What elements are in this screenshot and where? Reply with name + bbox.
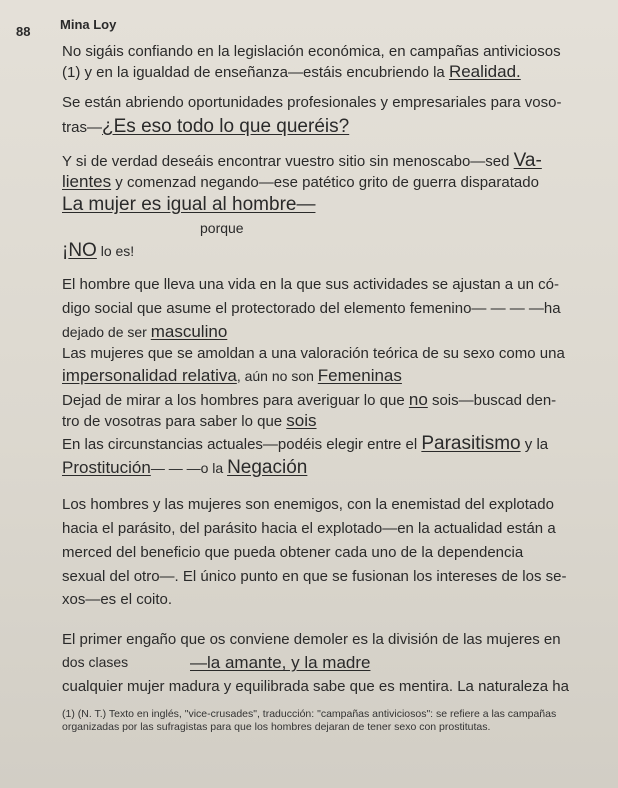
text-line: sexual del otro—. El único punto en que se fusionan los intereses de los se- — [62, 568, 567, 585]
emphasis: Prostitución — [62, 458, 151, 477]
text-line: Y si de verdad deseáis encontrar vuestro sitio sin menoscabo—sed Va- — [62, 150, 542, 171]
running-header-author: Mina Loy — [60, 17, 117, 32]
emphasis: lientes — [62, 172, 112, 191]
text-line: tro de vosotras para saber lo que sois — [62, 411, 317, 430]
text-line: Se están abriendo oportunidades profesionales y empresariales para voso- — [62, 94, 562, 111]
text-line: tras—¿Es eso todo lo que queréis? — [62, 116, 350, 137]
text-line: Dejad de mirar a los hombres para averiguar lo que no sois—buscad den- — [62, 390, 557, 409]
text-line: Prostitución— — —o la Negación — [62, 457, 308, 478]
text-line: merced del beneficio que pueda obtener cada uno de la dependencia — [62, 544, 524, 561]
text-line: El primer engaño que os conviene demoler es la división de las mujeres en — [62, 631, 561, 648]
text-line: impersonalidad relativa, aún no son Femeninas — [62, 366, 402, 385]
page-number: 88 — [16, 24, 31, 39]
emphasis: Va- — [513, 150, 542, 171]
footnote-line: organizadas por las sufragistas para que los hombres dejaran de tener sexo con prostitutas. — [62, 721, 491, 733]
text-line: dejado de ser masculino — [62, 322, 228, 341]
text-line: Las mujeres que se amoldan a una valoración teórica de su sexo como una — [62, 345, 565, 362]
emphasis: no — [408, 390, 428, 409]
text-line: No sigáis confiando en la legislación económica, en campañas antiviciosos — [62, 43, 561, 60]
emphasis: masculino — [150, 322, 228, 341]
text-line: El hombre que lleva una vida en la que sus actividades se ajustan a un có- — [62, 276, 559, 293]
text-line: En las circunstancias actuales—podéis elegir entre el Parasitismo y la — [62, 433, 549, 454]
footnote-line: (1) (N. T.) Texto en inglés, "vice-crusades", traducción: "campañas antiviciosos": se refiere a las campañas — [62, 708, 557, 720]
emphasis: ¿Es eso todo lo que queréis? — [102, 116, 350, 137]
emphasis: Femeninas — [317, 366, 402, 385]
emphasis-line: La mujer es igual al hombre— — [62, 194, 316, 215]
text-line: Los hombres y las mujeres son enemigos, con la enemistad del explotado — [62, 496, 554, 513]
emphasis: sois — [286, 411, 317, 430]
emphasis: Realidad. — [448, 62, 521, 81]
emphasis: impersonalidad relativa — [62, 366, 237, 385]
emphasis: NO — [68, 240, 97, 261]
text-line: digo social que asume el protectorado del elemento femenino— — — —ha — [62, 300, 561, 317]
text-line: (1) y en la igualdad de enseñanza—estáis encubriendo la Realidad. — [62, 62, 521, 81]
emphasis: Parasitismo — [421, 433, 521, 454]
text-line: lientes y comenzad negando—ese patético grito de guerra disparatado — [62, 172, 539, 191]
text-line: hacia el parásito, del parásito hacia el explotado—en la actualidad están a — [62, 520, 556, 537]
text-line: xos—es el coito. — [62, 591, 173, 608]
emphasis: Negación — [227, 457, 308, 478]
text-line: cualquier mujer madura y equilibrada sabe que es mentira. La naturaleza ha — [62, 678, 569, 695]
text-line: porque — [200, 220, 244, 236]
text-line: ¡NO lo es! — [62, 240, 135, 261]
text-line: dos clases — [62, 654, 129, 670]
emphasis: —la amante, y la madre — [190, 653, 371, 672]
